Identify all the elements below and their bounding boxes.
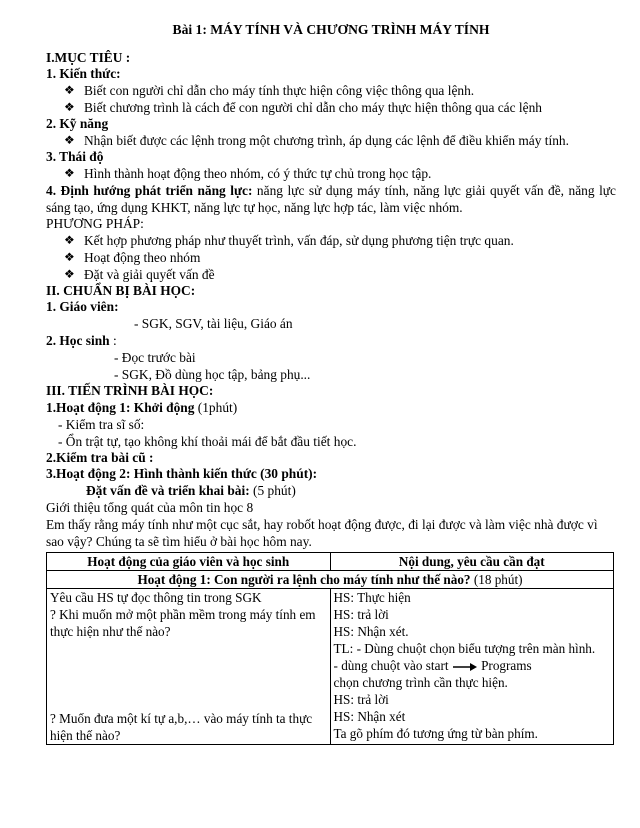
right-line: HS: trả lời [333,607,389,622]
bullet-icon: ❖ [64,133,75,147]
table-row [47,589,614,745]
column-header-right: Nội dung, yêu cầu cần đạt [330,553,614,571]
lesson-title: Bài 1: MÁY TÍNH VÀ CHƯƠNG TRÌNH MÁY TÍNH [172,22,490,37]
competence-label: 4. Định hướng phát triển năng lực: [46,183,253,198]
method-heading: PHƯƠNG PHÁP: [46,216,144,231]
table-section-row [47,571,614,589]
right-cell [330,589,614,745]
right-line: chọn chương trình cần thực hiện. [333,675,508,690]
knowledge-heading: 1. Kiến thức: [46,66,121,81]
list-item: ❖ Đặt và giải quyết vấn đề [64,267,215,282]
list-item: ❖ Kết hợp phương pháp như thuyết trình, vấn đáp, sử dụng phương tiện trực quan. [64,233,514,248]
objectives-heading: I.MỤC TIÊU : [46,50,131,65]
lesson-table [46,552,614,745]
bullet-icon: ❖ [64,250,75,264]
preparation-heading: II. CHUẨN BỊ BÀI HỌC: [46,283,196,298]
right-line: TL: - Dùng chuột chọn biểu tượng trên màn hình. [333,641,596,656]
left-cell [47,589,331,745]
column-header-left: Hoạt động của giáo viên và học sinh [47,553,331,571]
bullet-icon: ❖ [64,100,75,114]
student-heading-line: 2. Học sinh : [46,333,117,348]
intro-time: (5 phút) [249,483,296,498]
section-cell [47,571,614,589]
activity1-time: (1phút) [194,400,238,415]
competence-text: năng lực sử dụng máy tính, năng lực giải quyết vấn đề, năng lực sáng tạo, ứng dụng KHKT, năng lực tự học, năng lực hợp tác, làm việc nhóm. [46,183,616,215]
right-line: HS: Nhận xét. [333,624,409,639]
activity1-item: - Kiểm tra sĩ số: [58,417,145,432]
list-item: ❖ Biết chương trình là cách để con người chỉ dẫn cho máy thực hiện thông qua các lệnh [64,100,542,115]
intro-text: Giới thiệu tổng quát của môn tin học 8 [46,500,254,515]
activity2-heading: 3.Hoạt động 2: Hình thành kiến thức (30 phút): [46,466,318,481]
bullet-icon: ❖ [64,233,75,247]
section-label: Hoạt động 1: Con người ra lệnh cho máy tính như thế nào? [137,572,471,587]
process-heading: III. TIẾN TRÌNH BÀI HỌC: [46,383,214,398]
intro-paragraph: Em thấy rằng máy tính như một cục sắt, hay robốt hoạt động được, đi lại được và làm việc nhà được vì sao vậy? Chúng ta sẽ tìm hiểu ở bài học hôm nay. [46,517,598,549]
right-line: Ta gõ phím đó tương ứng từ bàn phím. [333,726,538,741]
list-item: ❖ Hoạt động theo nhóm [64,250,201,265]
spacer [50,640,327,710]
student-item: - SGK, Đồ dùng học tập, bảng phụ... [114,367,311,382]
skills-list [46,132,616,149]
knowledge-list [46,82,616,116]
section-time: (18 phút) [470,572,523,587]
table-header-row [47,553,614,571]
bullet-icon: ❖ [64,267,75,281]
intro-line [46,482,616,499]
list-item: ❖ Hình thành hoạt động theo nhóm, có ý thức tự chủ trong học tập. [64,166,432,181]
right-line: HS: trả lời [333,692,389,707]
student-heading: 2. Học sinh [46,333,110,348]
right-line-start: - dùng chuột vào start Programs [333,658,532,673]
arrow-right-icon [452,662,478,672]
activity1-line [46,399,616,416]
right-line: HS: Nhận xét [333,709,406,724]
right-line: HS: Thực hiện [333,590,411,605]
list-item: ❖ Nhận biết được các lệnh trong một chương trình, áp dụng các lệnh để điều khiển máy tính. [64,133,569,148]
document-page [46,22,616,745]
teacher-item: - SGK, SGV, tài liệu, Giáo án [134,316,293,331]
left-line: Yêu cầu HS tự đọc thông tin trong SGK [50,590,262,605]
competence-paragraph [46,182,616,216]
intro-label: Đặt vấn đề và triển khai bài: [86,483,250,498]
attitude-heading: 3. Thái độ [46,149,104,164]
activity1-label: 1.Hoạt động 1: Khởi động [46,400,195,415]
left-line: ? Muốn đưa một kí tự a,b,… vào máy tính ta thực hiện thế nào? [50,711,313,743]
left-line: ? Khi muốn mở một phần mềm trong máy tính em thực hiện như thế nào? [50,607,316,639]
skills-heading: 2. Kỹ năng [46,116,109,131]
teacher-heading: 1. Giáo viên: [46,299,119,314]
list-item: ❖ Biết con người chỉ dẫn cho máy tính thực hiện công việc thông qua lệnh. [64,83,475,98]
student-item: - Đọc trước bài [114,350,196,365]
attitude-list [46,165,616,182]
bullet-icon: ❖ [64,83,75,97]
activity1-item: - Ổn trật tự, tạo không khí thoải mái để bắt đầu tiết học. [58,434,357,449]
method-list [46,232,616,283]
bullet-icon: ❖ [64,166,75,180]
review-heading: 2.Kiểm tra bài cũ : [46,450,154,465]
